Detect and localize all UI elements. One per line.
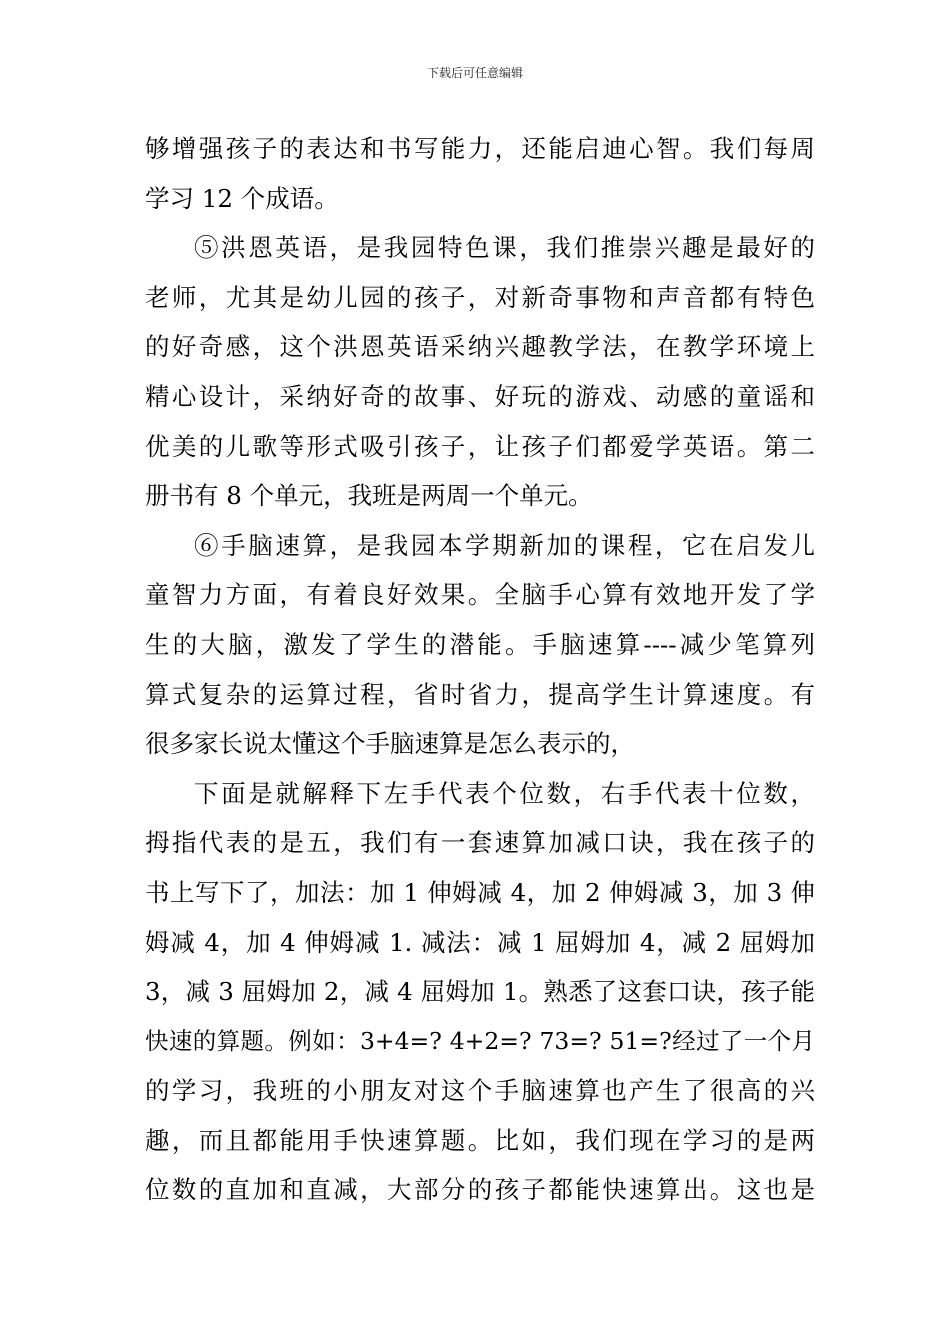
- paragraph-line: 的好奇感，这个洪恩英语采纳兴趣教学法，在教学环境上: [145, 332, 815, 362]
- paragraph-line: 册书有 8 个单元，我班是两周一个单元。: [145, 481, 593, 511]
- paragraph-line: 姆减 4，加 4 伸姆减 1. 减法：减 1 屈姆加 4，减 2 屈姆加: [145, 927, 815, 957]
- paragraph-line: 学习 12 个成语。: [145, 183, 339, 213]
- paragraph-line: 精心设计，采纳好奇的故事、好玩的游戏、动感的童谣和: [145, 381, 815, 411]
- paragraph-line: 的学习，我班的小朋友对这个手脑速算也产生了很高的兴: [145, 1076, 815, 1106]
- paragraph-line: ⑥手脑速算，是我园本学期新加的课程，它在启发儿: [194, 530, 815, 560]
- paragraph-line: 3，减 3 屈姆加 2，减 4 屈姆加 1。熟悉了这套口诀，孩子能: [145, 977, 815, 1007]
- paragraph-line: 趣，而且都能用手快速算题。比如，我们现在学习的是两: [145, 1125, 815, 1155]
- paragraph-line: 优美的儿歌等形式吸引孩子，让孩子们都爱学英语。第二: [145, 431, 815, 461]
- paragraph-line: 生的大脑，激发了学生的潜能。手脑速算----减少笔算列: [145, 629, 815, 659]
- paragraph-line: 算式复杂的运算过程，省时省力，提高学生计算速度。有: [145, 679, 815, 709]
- paragraph-line: 位数的直加和直减，大部分的孩子都能快速算出。这也是: [145, 1175, 815, 1205]
- paragraph-line: 老师，尤其是幼儿园的孩子，对新奇事物和声音都有特色: [145, 282, 815, 312]
- paragraph-line: 下面是就解释下左手代表个位数，右手代表十位数，: [194, 778, 815, 808]
- paragraph-line: 快速的算题。例如：3+4=? 4+2=? 73=? 51=?经过了一个月: [145, 1026, 815, 1055]
- document-body: [145, 124, 815, 1215]
- paragraph-line: 够增强孩子的表达和书写能力，还能启迪心智。我们每周: [145, 134, 815, 163]
- paragraph-line: 书上写下了，加法：加 1 伸姆减 4，加 2 伸姆减 3，加 3 伸: [145, 877, 815, 907]
- page-header: 下载后可任意编辑: [426, 66, 523, 80]
- paragraph-line: 很多家长说太懂这个手脑速算是怎么表示的，: [145, 729, 635, 759]
- paragraph-line: ⑤洪恩英语，是我园特色课，我们推崇兴趣是最好的: [194, 233, 815, 263]
- paragraph-line: 拇指代表的是五，我们有一套速算加减口诀，我在孩子的: [145, 828, 815, 858]
- paragraph-line: 童智力方面，有着良好效果。全脑手心算有效地开发了学: [145, 580, 815, 610]
